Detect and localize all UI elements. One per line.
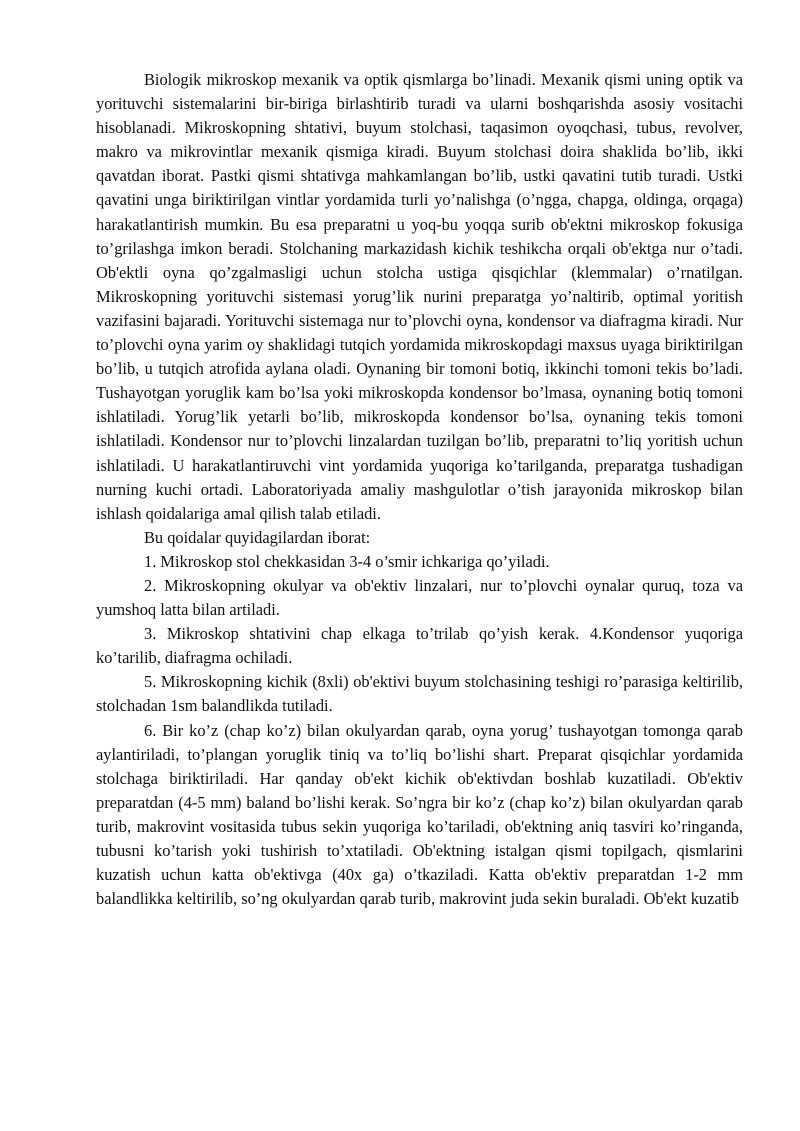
paragraph-rule-2: 2. Mikroskopning okulyar va ob'ektiv linzalari, nur to’plovchi oynalar quruq, toza va yumshoq latta bilan artiladi. bbox=[96, 575, 743, 620]
paragraph-mikroskop-description: Biologik mikroskop mexanik va optik qismlarga bo’linadi. Mexanik qismi uning optik va yorituvchi sistemalarini bir-biriga birlashtirib turadi va ularni boshqarishda asosiy vositachi hisoblanadi. Mikroskopning shtativi, buyum stolchasi, taqasimon oyoqchasi, tubus, revolver, makro va mikrovintlar mexanik qismiga kiradi. Buyum stolchasi doira shaklida bo’lib, ikki qavatdan iborat. Pastki qismi shtativga mahkamlangan bo’lib, ustki qavatini tutib turadi. Ustki qavatini unga biriktirilgan vintlar yordamida turli yo’nalishga (o’ngga, chapga, oldinga, orqaga) harakatlantirish mumkin. Bu esa preparatni u yoq-bu yoqqa surib ob'ektni mikroskop fokusiga to’grilashga imkon beradi. Stolchaning markazidash kichik teshikcha orqali ob'ektga nur o’tadi. Ob'ektli oyna qo’zgalmasligi uchun stolcha ustiga qisqichlar (klemmalar) o’rnatilgan. Mikroskopning yorituvchi sistemasi yorug’lik nurini preparatga yo’naltirib, optimal yoritish vazifasini bajaradi. Yorituvchi sistemaga nur to’plovchi oyna, kondensor va diafragma kiradi. Nur to’plovchi oyna yarim oy shaklidagi tutqich yordamida mikroskopdagi maxsus uyaga biriktirilgan bo’lib, u tutqich atrofida aylana oladi. Oynaning bir tomoni botiq, ikkinchi tomoni tekis bo’ladi. Tushayotgan yoruglik kam bo’lsa yoki mikroskopda kondensor bo’lmasa, oynaning botiq tomoni ishlatiladi. Yorug’lik yetarli bo’lib, mikroskopda kondensor bo’lsa, oynaning tekis tomoni ishlatiladi. Kondensor nur to’plovchi linzalardan tuzilgan bo’lib, preparatni to’liq yoritish uchun ishlatiladi. U harakatlantiruvchi vint yordamida yuqoriga ko’tarilganda, preparatga tushadigan nurning kuchi ortadi. Laboratoriyada amaliy mashgulotlar o’tish jarayonida mikroskop bilan ishlash qoidalariga amal qilish talab etiladi. bbox=[96, 70, 743, 523]
paragraph-rule-6: 6. Bir ko’z (chap ko’z) bilan okulyardan qarab, oyna yorug’ tushayotgan tomonga qarab aylantiriladi, to’plangan yoruglik tiniq va to’liq bo’lishi shart. Preparat qisqichlar yordamida stolchaga biriktiriladi. Har qanday ob'ekt kichik ob'ektivdan boshlab kuzatiladi. Ob'ektiv preparatdan (4-5 mm) baland bo’lishi kerak. So’ngra bir ko’z (chap ko’z) bilan okulyardan qarab turib, makrovint vositasida tubus sekin yuqoriga ko’tariladi, ob'ektning aniq tasviri ko’ringanda, tubusni ko’tarish yoki tushirish to’xtatiladi. Ob'ektning istalgan qismi topilgach, qismlarini kuzatish uchun katta ob'ektivga (40x ga) o’tkaziladi. Katta ob'ektiv preparatdan 1-2 mm balandlikka keltirilib, so’ng okulyardan qarab turib, makrovint juda sekin buraladi. Ob'ekt kuzatib bbox=[96, 720, 743, 909]
paragraph-rule-1: 1. Mikroskop stol chekkasidan 3-4 o’smir ichkariga qo’yiladi. bbox=[144, 551, 550, 571]
document-page bbox=[96, 68, 743, 911]
paragraph-rules-intro: Bu qoidalar quyidagilardan iborat: bbox=[144, 527, 371, 547]
paragraph-rule-3-4: 3. Mikroskop shtativini chap elkaga to’trilab qo’yish kerak. 4.Kondensor yuqoriga ko’tarilib, diafragma ochiladi. bbox=[96, 624, 743, 668]
paragraph-rule-5: 5. Mikroskopning kichik (8xli) ob'ektivi buyum stolchasining teshigi ro’parasiga keltirilib, stolchadan 1sm balandlikda tutiladi. bbox=[96, 672, 743, 716]
